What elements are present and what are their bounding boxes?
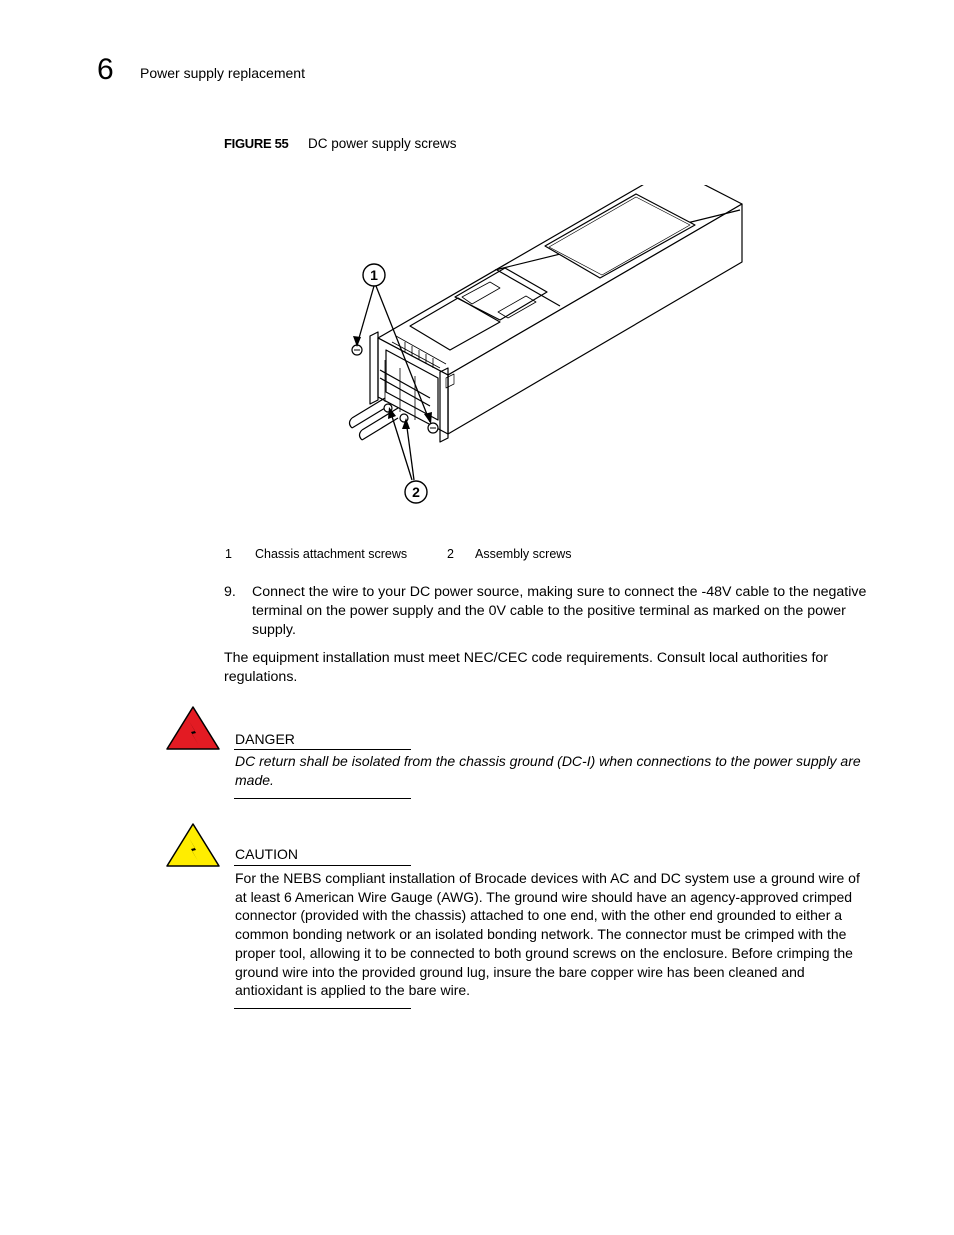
danger-bottom-rule (234, 798, 411, 799)
legend-num-1: 1 (225, 547, 232, 561)
danger-title-rule (234, 749, 411, 750)
chapter-number: 6 (97, 53, 114, 86)
dc-power-supply-illustration (340, 185, 760, 515)
figure-label: FIGURE 55 (224, 136, 289, 151)
body-paragraph: The equipment installation must meet NEC/CEC code requirements. Consult local authorities for regulations. (224, 650, 829, 685)
step-text: Connect the wire to your DC power source, making sure to connect the -48V cable to the negative terminal on the power supply and the 0V cable to the positive terminal as marked on the power supply. (252, 584, 867, 638)
caution-text: For the NEBS compliant installation of Brocade devices with AC and DC system use a ground wire of at least 6 American Wire Gauge (AWG). The ground wire should have an agency-approved crimped connector (provided with the chassis) attached to one end, with the other end grounded to either a common bonding network or an isolated bonding network. The connector must be crimped with the proper tool, allowing it to be connected to both ground screws on the enclosure. Before crimping the ground wire into the provided ground lug, insure the bare copper wire has been cleaned and antioxidant is applied to the bare wire. (235, 870, 860, 999)
legend-num-2: 2 (447, 547, 454, 561)
step-number: 9. (224, 584, 236, 600)
callout-2-label: 2 (412, 484, 420, 500)
caution-lightning-icon (165, 822, 221, 868)
chapter-title: Power supply replacement (140, 65, 305, 81)
danger-lightning-icon (165, 705, 221, 751)
legend-text-1: Chassis attachment screws (255, 547, 408, 561)
danger-text: DC return shall be isolated from the chassis ground (DC-I) when connections to the power supply are made. (235, 753, 861, 788)
figure-title: DC power supply screws (308, 136, 457, 151)
caution-title-rule (234, 865, 411, 866)
caution-title: CAUTION (235, 846, 298, 862)
caution-bottom-rule (234, 1008, 411, 1009)
legend-text-2: Assembly screws (475, 547, 572, 561)
callout-1-label: 1 (370, 267, 378, 283)
danger-title: DANGER (235, 731, 295, 747)
